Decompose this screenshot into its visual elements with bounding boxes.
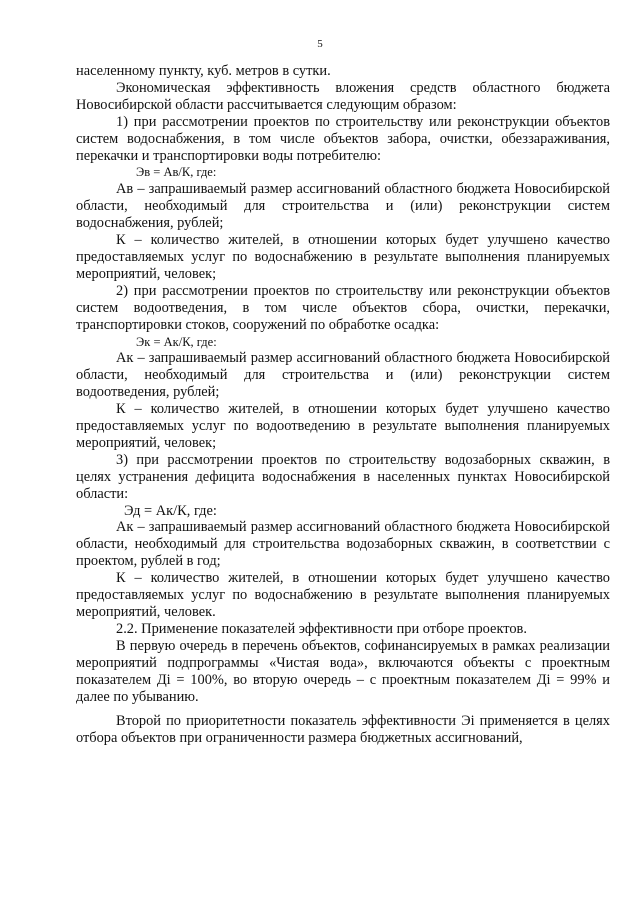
paragraph: К – количество жителей, в отношении которых будет улучшено качество предоставляемых услуг по водоснабжению в результате выполнения планируемых мероприятий, человек; <box>76 232 610 282</box>
page-number: 5 <box>317 38 323 50</box>
paragraph: Экономическая эффективность вложения средств областного бюджета Новосибирской области рассчитывается следующим образом: <box>76 79 610 113</box>
formula-water-supply: Эв = Ав/К, где: <box>136 165 217 180</box>
formula-wells: Эд = Ак/К, где: <box>124 502 217 519</box>
paragraph: Ак – запрашиваемый размер ассигнований областного бюджета Новосибирской области, необходимый для строительства водозаборных скважин, в соответствии с проектом, рублей в год; <box>76 519 610 570</box>
document-body <box>76 63 610 747</box>
paragraph: населенному пункту, куб. метров в сутки. <box>76 63 331 79</box>
paragraph: К – количество жителей, в отношении которых будет улучшено качество предоставляемых услуг по водоснабжению в результате выполнения планируемых мероприятий, человек. <box>76 570 610 620</box>
section-heading: 2.2. Применение показателей эффективности при отборе проектов. <box>116 620 527 637</box>
paragraph: Ав – запрашиваемый размер ассигнований областного бюджета Новосибирской области, необходимый для строительства и (или) реконструкции систем водоснабжения, рублей; <box>76 181 610 232</box>
paragraph: К – количество жителей, в отношении которых будет улучшено качество предоставляемых услуг по водоотведению в результате выполнения планируемых мероприятий, человек; <box>76 401 610 451</box>
paragraph: 1) при рассмотрении проектов по строительству или реконструкции объектов систем водоснабжения, в том числе объектов забора, очистки, обеззараживания, перекачки и транспортировки воды потребителю: <box>76 113 610 164</box>
paragraph: Ак – запрашиваемый размер ассигнований областного бюджета Новосибирской области, необходимый для строительства и (или) реконструкции систем водоотведения, рублей; <box>76 350 610 401</box>
formula-wastewater: Эк = Ак/К, где: <box>136 334 217 349</box>
paragraph: В первую очередь в перечень объектов, софинансируемых в рамках реализации мероприятий подпрограммы «Чистая вода», включаются объекты с проектным показателем Дi = 100%, во вторую очередь – с проектным показателем Дi = 99% и далее по убыванию. <box>76 637 610 705</box>
paragraph: 3) при рассмотрении проектов по строительству водозаборных скважин, в целях устранения дефицита водоснабжения в населенных пунктах Новосибирской области: <box>76 451 610 502</box>
paragraph: Второй по приоритетности показатель эффективности Эi применяется в целях отбора объектов при ограниченности размера бюджетных ассигнований, <box>76 713 610 747</box>
paragraph: 2) при рассмотрении проектов по строительству или реконструкции объектов систем водоотведения, в том числе объектов сбора, очистки, перекачки, транспортировки стоков, сооружений по обработке осадка: <box>76 282 610 333</box>
